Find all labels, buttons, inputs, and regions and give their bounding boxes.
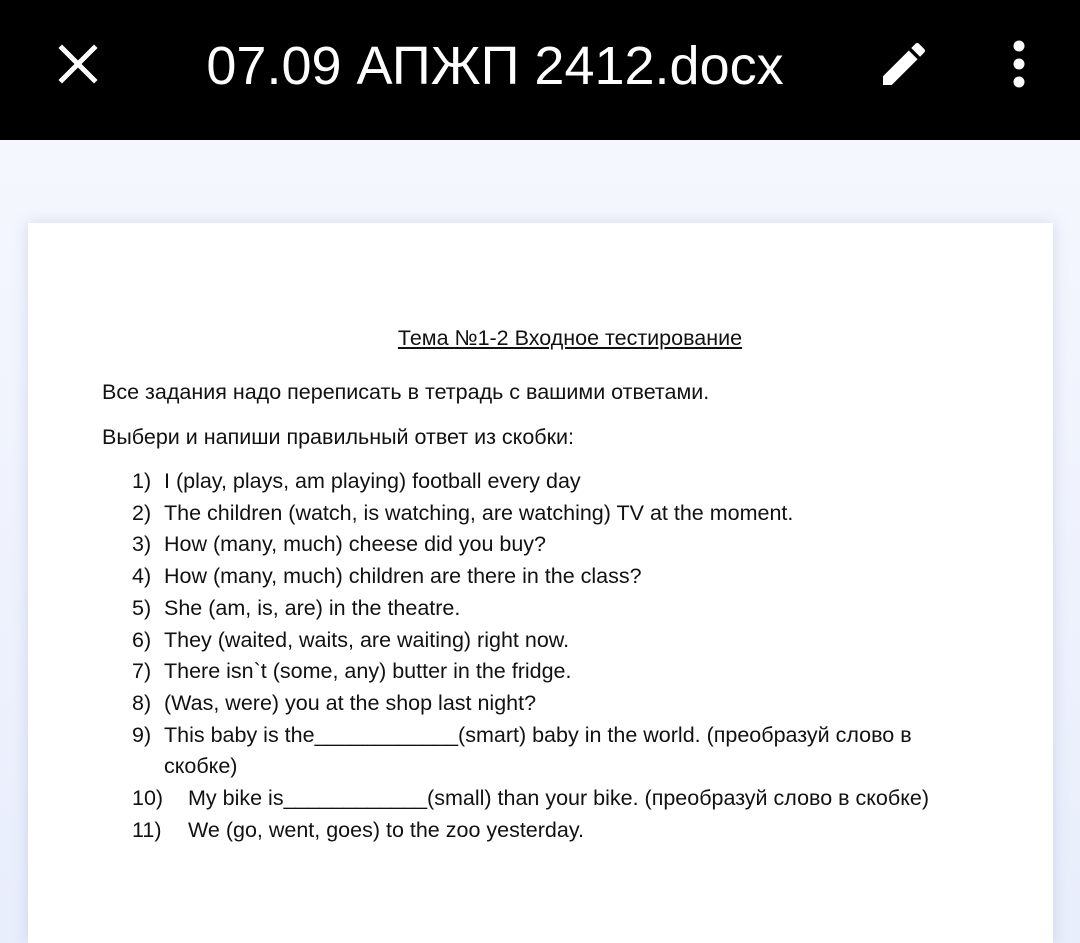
- task-number: 9): [132, 722, 152, 747]
- task-number: 7): [132, 659, 152, 684]
- list-item: [102, 593, 982, 625]
- close-button[interactable]: [50, 36, 106, 92]
- task-number: 1): [132, 469, 152, 493]
- more-options-button[interactable]: [994, 34, 1044, 94]
- task-text: How (many, much) children are there in the class?: [164, 564, 642, 589]
- instruction-paragraph: Выбери и напиши правильный ответ из скобки:: [102, 425, 574, 449]
- list-item: [102, 720, 982, 783]
- task-text: The children (watch, is watching, are watching) TV at the moment.: [164, 500, 794, 525]
- task-number: 11): [132, 817, 162, 842]
- task-text: My bike is____________(small) than your bike. (преобразуй слово в скобке): [188, 786, 929, 811]
- task-text: This baby is the____________(smart) baby in the world. (преобразуй слово в скобке): [164, 722, 912, 779]
- list-item: [102, 498, 982, 530]
- task-number: 3): [132, 532, 152, 557]
- document-title: 07.09 АПЖП 2412.docx: [206, 36, 784, 96]
- task-text: (Was, were) you at the shop last night?: [164, 690, 537, 715]
- task-number: 5): [132, 595, 152, 620]
- list-item: [102, 815, 982, 847]
- top-app-bar: [0, 0, 1080, 140]
- task-text: We (go, went, goes) to the zoo yesterday.: [188, 817, 584, 842]
- list-item: [102, 625, 982, 657]
- task-number: 10): [132, 786, 164, 811]
- list-item: [102, 783, 982, 815]
- task-text: How (many, much) cheese did you buy?: [164, 532, 547, 557]
- task-text: There isn`t (some, any) butter in the fridge.: [164, 659, 572, 684]
- intro-paragraph: Все задания надо переписать в тетрадь с вашими ответами.: [102, 380, 710, 404]
- pencil-edit-icon: [876, 36, 932, 92]
- task-text: I (play, plays, am playing) football every day: [164, 469, 581, 493]
- task-number: 6): [132, 627, 152, 652]
- document-content: [102, 321, 982, 846]
- task-list: [102, 466, 982, 846]
- close-icon: [56, 42, 100, 86]
- list-item: [102, 466, 982, 498]
- document-heading: Тема №1-2 Входное тестирование: [397, 326, 743, 350]
- more-vertical-icon: [1009, 38, 1029, 90]
- list-item: [102, 656, 982, 688]
- task-number: 8): [132, 690, 152, 715]
- document-page[interactable]: [28, 223, 1053, 943]
- edit-button[interactable]: [872, 34, 936, 94]
- task-text: She (am, is, are) in the theatre.: [164, 595, 461, 620]
- list-item: [102, 688, 982, 720]
- task-number: 2): [132, 500, 152, 525]
- list-item: [102, 561, 982, 593]
- task-text: They (waited, waits, are waiting) right now.: [164, 627, 570, 652]
- task-number: 4): [132, 564, 152, 589]
- list-item: [102, 529, 982, 561]
